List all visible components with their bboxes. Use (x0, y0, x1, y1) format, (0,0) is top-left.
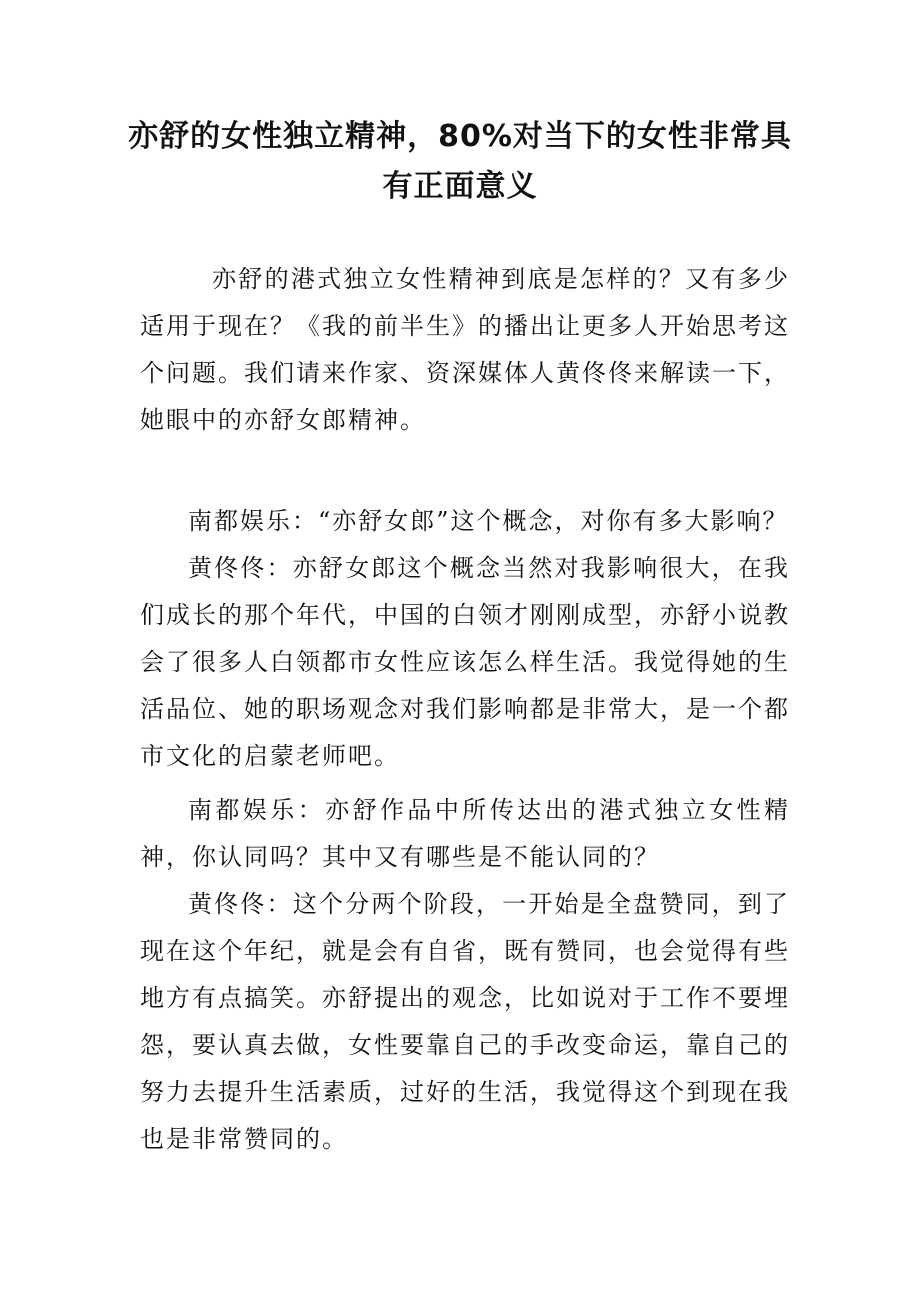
intro-paragraph: 亦舒的港式独立女性精神到底是怎样的？又有多少适用于现在？《我的前半生》的播出让更多人开始思考这个问题。我们请来作家、资深媒体人黄佟佟来解读一下，她眼中的亦舒女郎精神。 (140, 265, 790, 434)
article-title: 亦舒的女性独立精神，80%对当下的女性非常具有正面意义 (128, 119, 792, 204)
interview-question-2: 南都娱乐：亦舒作品中所传达出的港式独立女性精神，你认同吗？其中又有哪些是不能认同的？ (140, 796, 790, 871)
interview-answer-1: 黄佟佟：亦舒女郎这个概念当然对我影响很大，在我们成长的那个年代，中国的白领才刚刚成型，亦舒小说教会了很多人白领都市女性应该怎么样生活。我觉得她的生活品位、她的职场观念对我们影响都是非常大，是一个都市文化的启蒙老师吧。 (140, 554, 790, 770)
interview-question-1: 南都娱乐：“亦舒女郎”这个概念，对你有多大影响？ (188, 507, 789, 535)
interview-answer-2: 黄佟佟：这个分两个阶段，一开始是全盘赞同，到了现在这个年纪，就是会有自省，既有赞同，也会觉得有些地方有点搞笑。亦舒提出的观念，比如说对于工作不要埋怨，要认真去做，女性要靠自己的手改变命运，靠自己的努力去提升生活素质，过好的生活，我觉得这个到现在我也是非常赞同的。 (140, 890, 790, 1153)
